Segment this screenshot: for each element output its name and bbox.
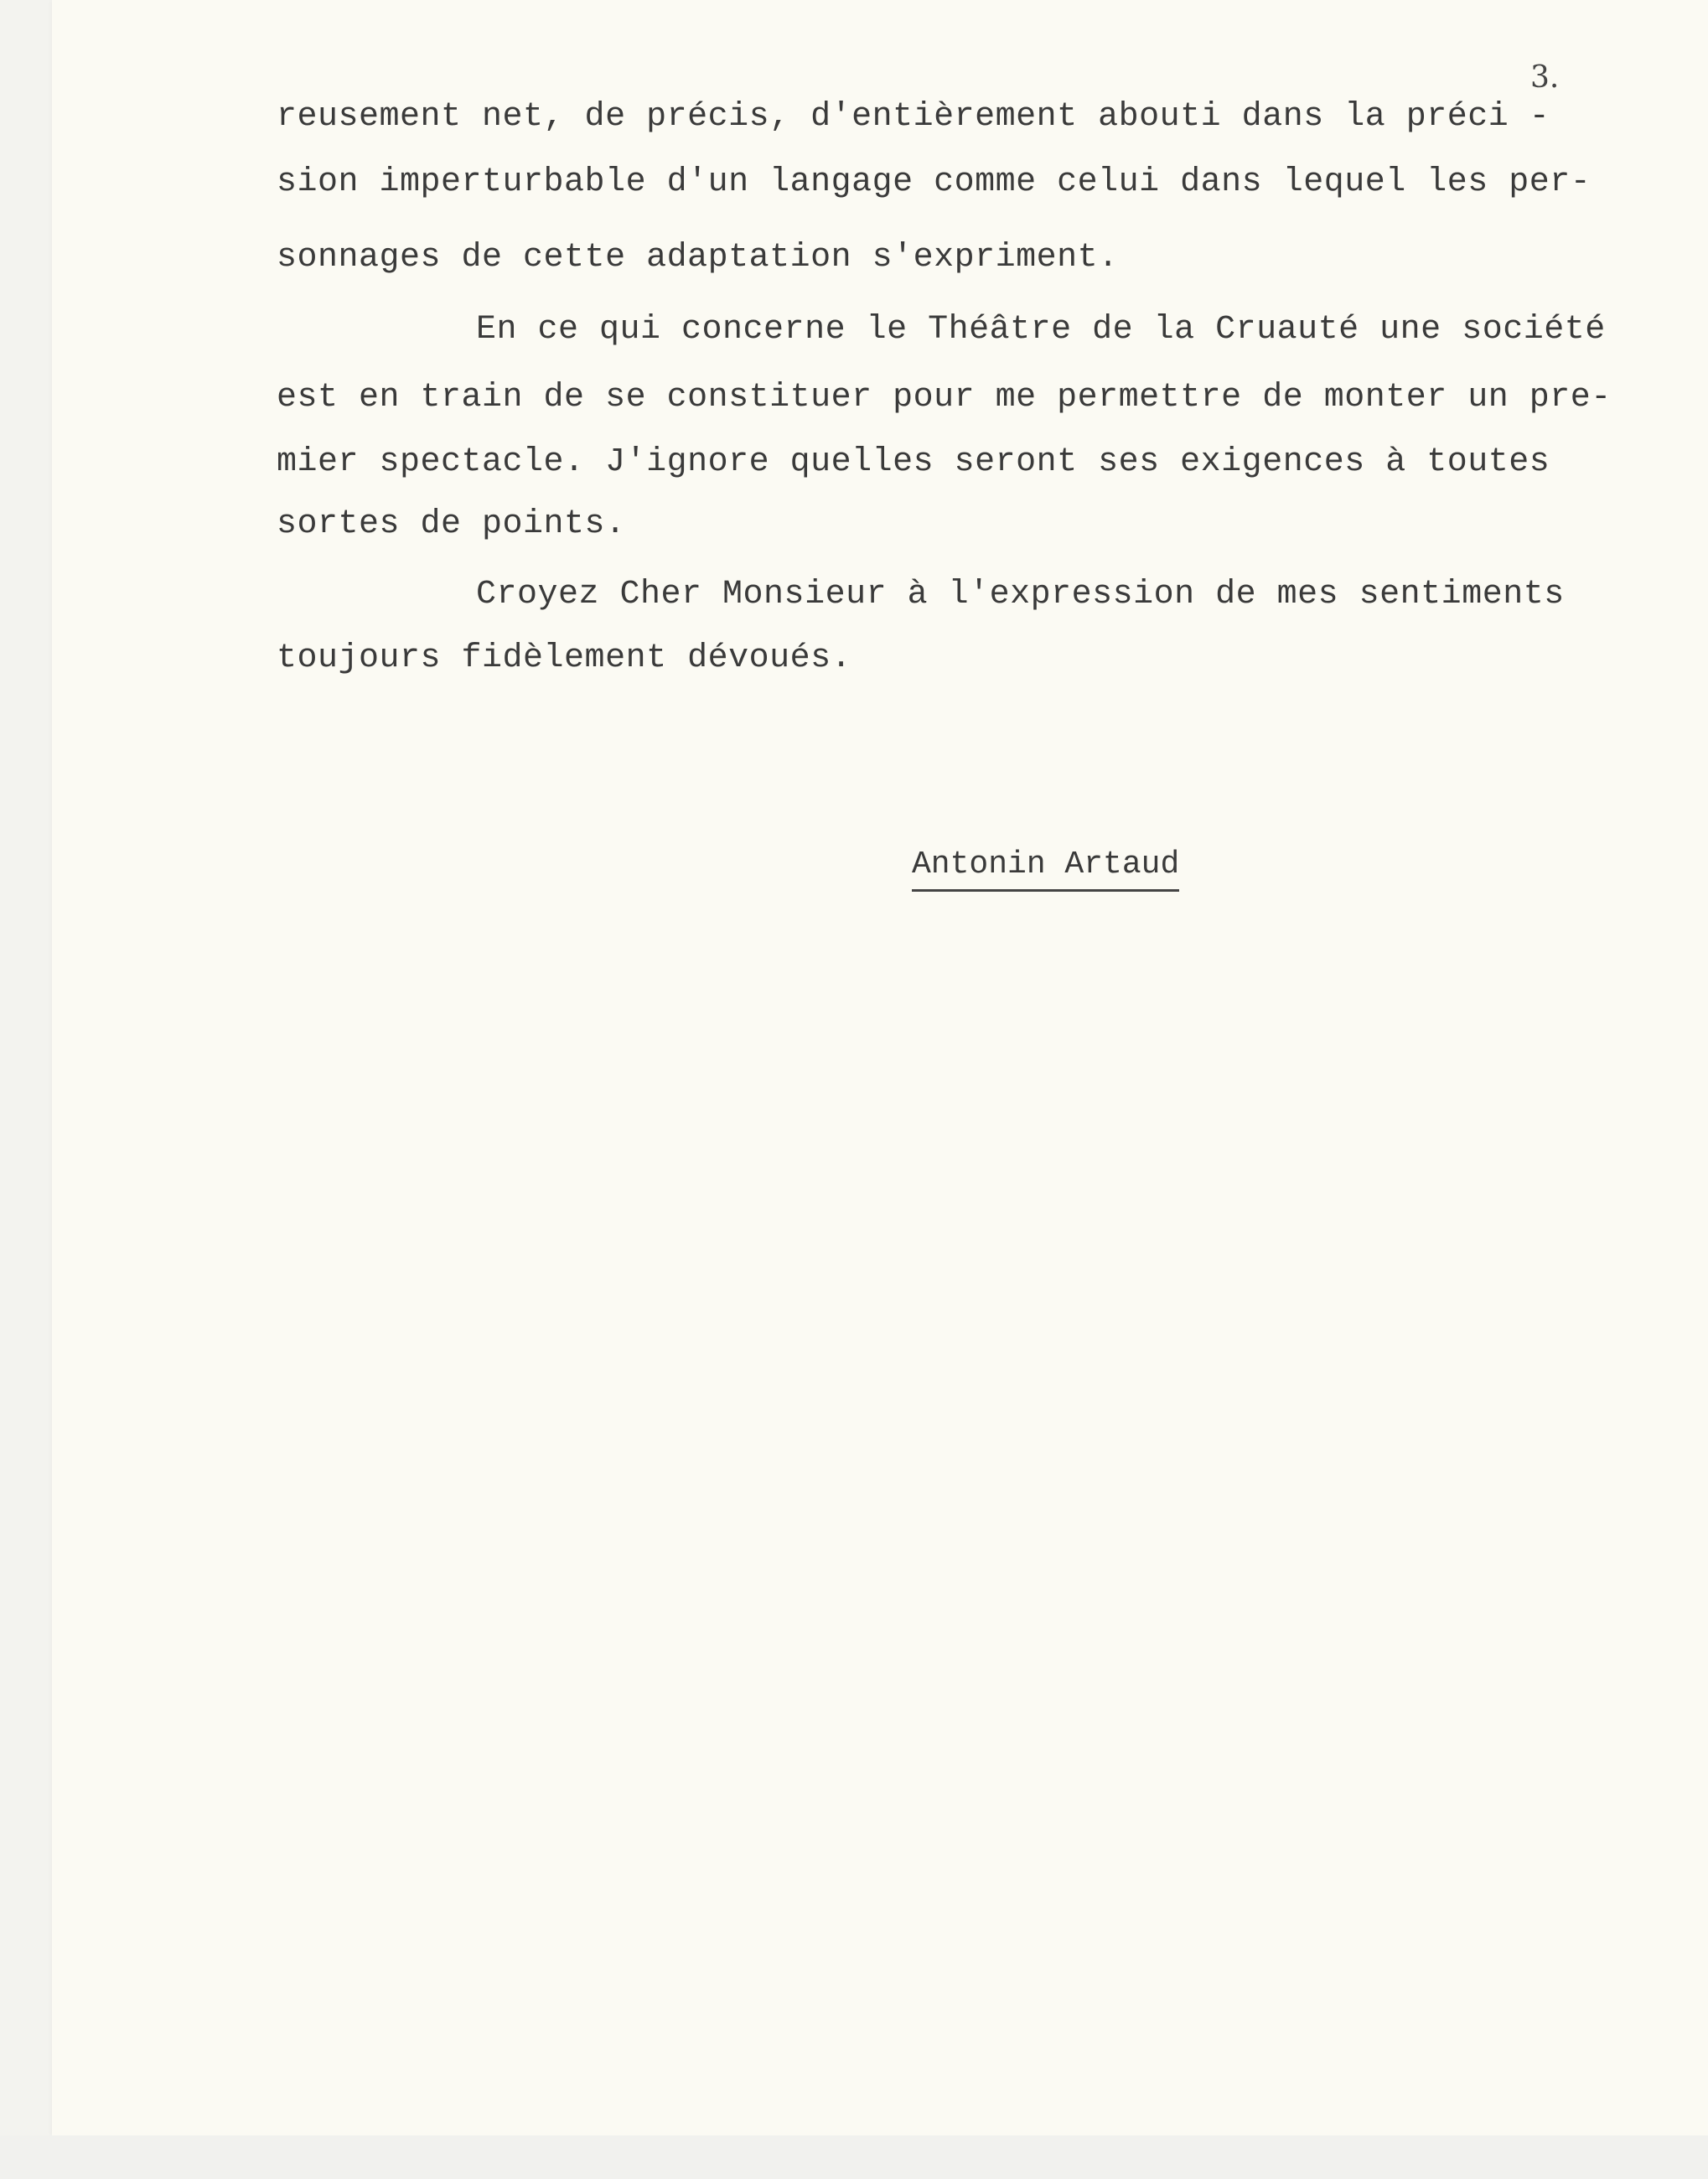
body-line-3: sonnages de cette adaptation s'expriment.: [277, 239, 1119, 277]
scan-background-strip: [0, 2135, 1708, 2179]
signature: Antonin Artaud: [912, 849, 1179, 892]
body-line-7: sortes de points.: [277, 505, 626, 543]
body-line-2: sion imperturbable d'un langage comme celui dans lequel les per-: [277, 163, 1592, 201]
body-line-6: mier spectacle. J'ignore quelles seront ses exigences à toutes: [277, 443, 1550, 481]
body-line-4: En ce qui concerne le Théâtre de la Cruauté une société: [476, 311, 1606, 349]
body-line-5: est en train de se constituer pour me permettre de monter un pre-: [277, 379, 1612, 417]
page-number: 3.: [1530, 60, 1560, 95]
body-line-9: toujours fidèlement dévoués.: [277, 639, 852, 677]
body-line-1: reusement net, de précis, d'entièrement abouti dans la préci -: [277, 98, 1550, 136]
body-line-8: Croyez Cher Monsieur à l'expression de mes sentiments: [476, 576, 1565, 613]
